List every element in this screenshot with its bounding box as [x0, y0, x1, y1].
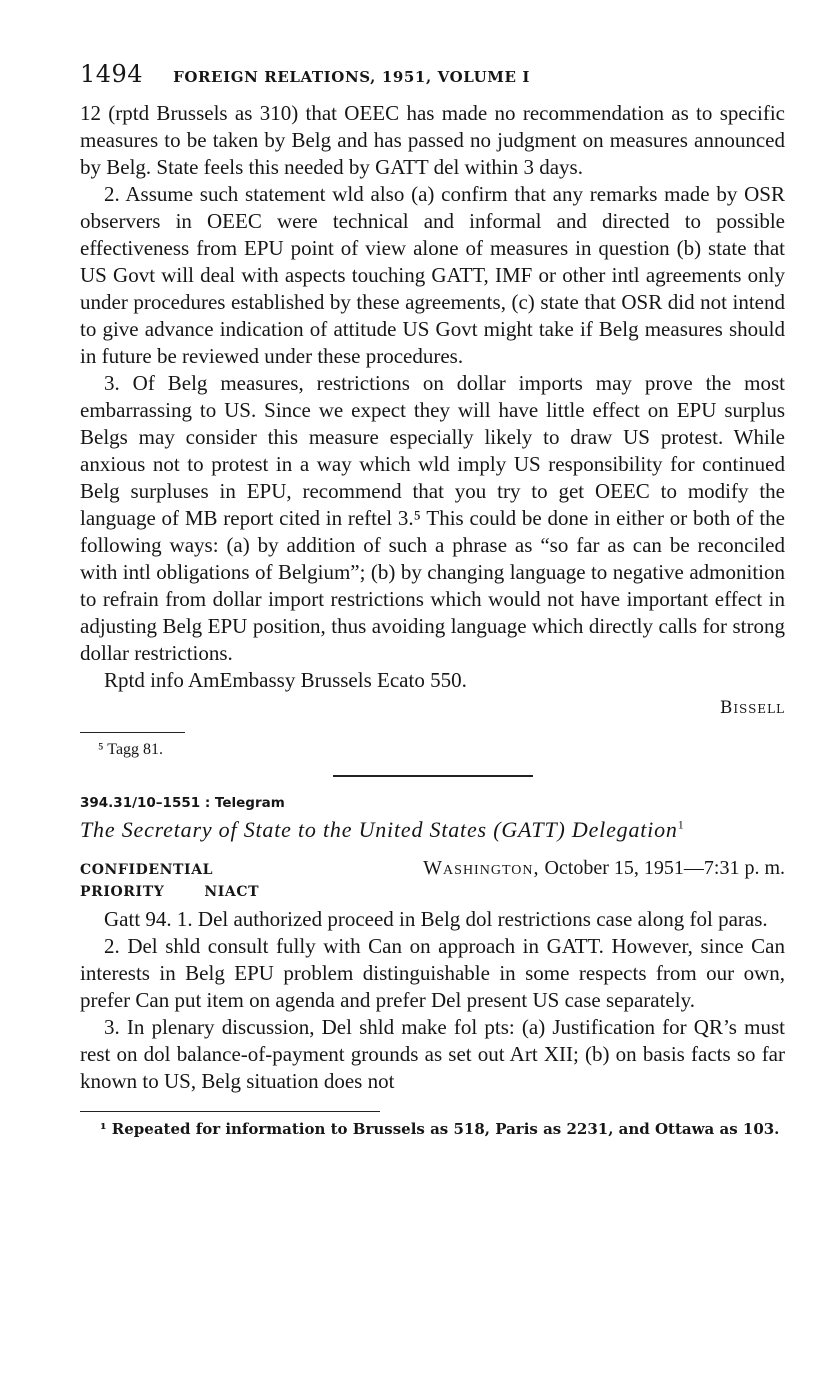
section-2-body: [80, 906, 785, 1095]
section-1-body: [80, 100, 785, 694]
dateline-date: October 15, 1951—7:31 p. m.: [544, 857, 785, 879]
paragraph: Gatt 94. 1. Del authorized proceed in Belg dol restrictions case along fol paras.: [104, 907, 768, 931]
priority-label: PRIORITY: [80, 884, 165, 900]
paragraph: 12 (rptd Brussels as 310) that OEEC has made no recommendation as to specific measures to be taken by Belg and has passed no judgment on measures announced by Belg. State feels this needed by GATT del within 3 days.: [80, 101, 785, 179]
running-head: FOREIGN RELATIONS, 1951, VOLUME I: [173, 68, 530, 86]
file-reference: 394.31/10–1551 : Telegram: [80, 795, 285, 811]
page-number: 1494: [80, 60, 144, 88]
paragraph: 2. Del shld consult fully with Can on approach in GATT. However, since Can interests in Belg EPU problem distinguishable in some respects from our own, prefer Can put item on agenda and prefer Del present US case separately.: [80, 934, 785, 1012]
page-header: [80, 60, 785, 100]
classification-label: CONFIDENTIAL: [80, 862, 214, 878]
classification-row: [80, 857, 785, 880]
title-footnote-marker: 1: [677, 817, 685, 832]
signature: Bissell: [719, 698, 785, 718]
dateline-city: Washington,: [423, 857, 540, 879]
footnote: ⁵ Tagg 81.: [98, 741, 164, 758]
footnote: ¹ Repeated for information to Brussels as 518, Paris as 2231, and Ottawa as 103.: [100, 1120, 780, 1138]
paragraph: Rptd info AmEmbassy Brussels Ecato 550.: [104, 668, 467, 692]
section-separator: [333, 775, 533, 777]
document-title: [80, 817, 785, 843]
priority-row: [80, 884, 785, 900]
document-page: [80, 60, 785, 1138]
footnote-rule: [80, 1111, 380, 1112]
document-title-text: The Secretary of State to the United States (GATT) Delegation: [80, 817, 678, 842]
dateline: [423, 857, 785, 880]
niact-label: NIACT: [204, 884, 260, 900]
paragraph: 3. In plenary discussion, Del shld make fol pts: (a) Justification for QR’s must rest on dol balance-of-payment grounds as set out Art XII; (b) on basis facts so far known to US, Belg situation does not: [80, 1015, 785, 1093]
paragraph: 2. Assume such statement wld also (a) confirm that any remarks made by OSR observers in OEEC were technical and informal and directed to possible effectiveness from EPU point of view alone of measures in question (b) state that US Govt will deal with aspects touching GATT, IMF or other intl agreements only under procedures established by these agreements, (c) state that OSR did not intend to give advance indication of attitude US Govt might take if Belg measures should in future be reviewed under these procedures.: [80, 182, 785, 368]
footnote-rule: [80, 732, 185, 733]
paragraph: 3. Of Belg measures, restrictions on dollar imports may prove the most embarrassing to US. Since we expect they will have little effect on EPU surplus Belgs may consider this measure especially likely to draw US protest. While anxious not to protest in a way which wld imply US responsibility for continued Belg surpluses in EPU, recommend that you try to get OEEC to modify the language of MB report cited in reftel 3.⁵ This could be done in either or both of the following ways: (a) by addition of such a phrase as “so far as can be reconciled with intl obligations of Belgium”; (b) by changing language to negative admonition to refrain from dollar import restrictions which would not have important effect in adjusting Belg EPU position, thus avoiding language which directly calls for strong dollar restrictions.: [80, 371, 785, 665]
